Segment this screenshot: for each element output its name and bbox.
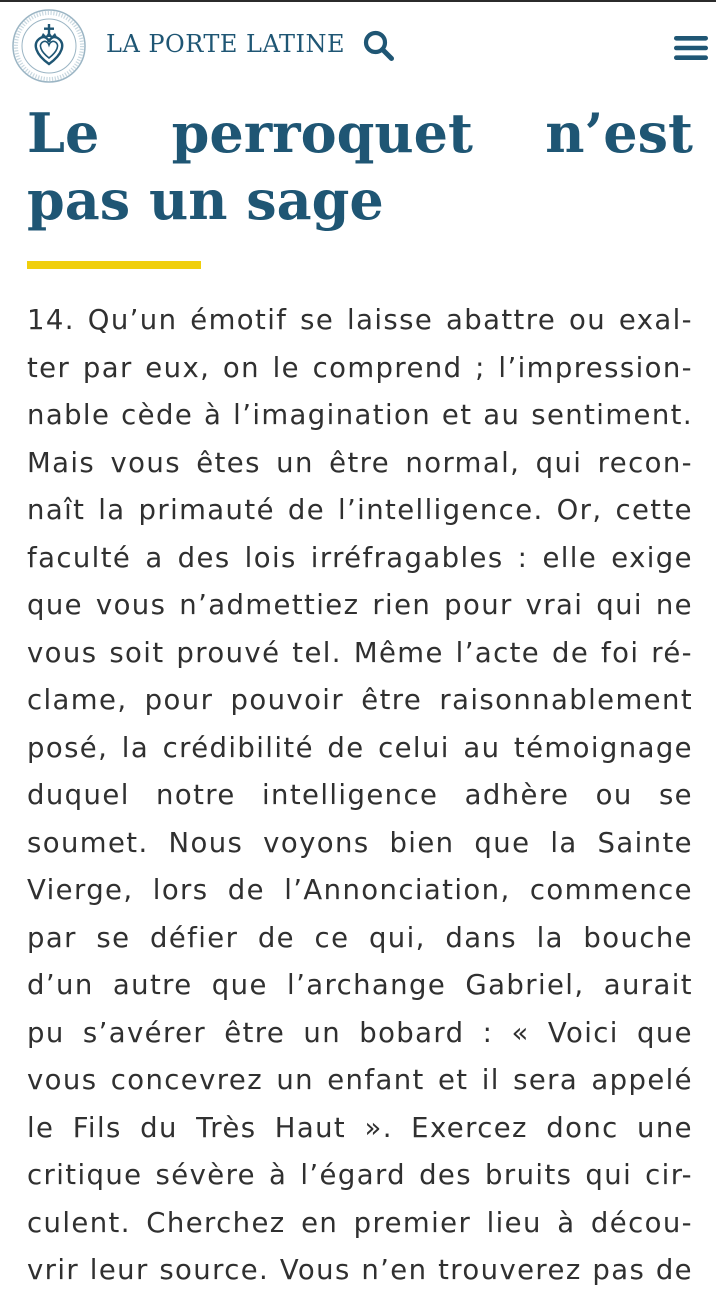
site-logo[interactable] — [11, 8, 87, 84]
search-button[interactable] — [362, 29, 396, 63]
article-body-line: culent. Cherchez en premier lieu à décou- — [27, 1206, 693, 1239]
article-body-line: critique sévère à l’égard des bruits qui cir- — [27, 1159, 693, 1191]
article-body-line: nable cède à l’imagination et au sentiment. — [27, 399, 693, 431]
menu-button[interactable] — [672, 33, 710, 63]
article-body-line: vous soit prouvé tel. Même l’acte de foi ré- — [27, 636, 693, 669]
article-body-line: que vous n’admettiez rien pour vrai qui ne — [27, 589, 693, 621]
hamburger-menu-icon — [672, 33, 710, 63]
site-header — [0, 2, 716, 88]
site-name[interactable]: LA PORTE LATINE — [106, 30, 345, 58]
article-body-line: soumet. Nous voyons bien que la Sainte — [27, 826, 693, 859]
article-body-line: ter par eux, on le comprend ; l’impression- — [27, 351, 693, 384]
article-body-line: 14. Qu’un émotif se laisse abattre ou exal- — [27, 304, 693, 336]
article-body-line: Mais vous êtes un être normal, qui recon- — [27, 446, 693, 479]
article-body-line: Vierge, lors de l’Annonciation, commence — [27, 874, 693, 906]
article-body-line: pu s’avérer être un bobard : « Voici que — [27, 1016, 693, 1049]
article-body-line: le Fils du Très Haut ». Exercez donc une — [27, 1111, 693, 1144]
article-body-line: faculté a des lois irréfragables : elle exige — [27, 541, 693, 574]
sacred-heart-seal-icon — [11, 8, 87, 84]
article-body-line: vrir leur source. Vous n’en trouverez pas de — [27, 1254, 693, 1286]
article-body-line: posé, la crédibilité de celui au témoignage — [27, 731, 693, 764]
search-icon — [362, 29, 396, 63]
article-title: Le perroquet n’est pas un sage — [27, 101, 693, 232]
article-body-line: clame, pour pouvoir être raisonnablement — [27, 684, 693, 716]
article-body-line: duquel notre intelligence adhère ou se — [27, 779, 693, 811]
article-body-line: d’un autre que l’archange Gabriel, aurait — [27, 969, 693, 1001]
article-body — [27, 297, 693, 1295]
article-body-line: par se défier de ce qui, dans la bouche — [27, 921, 693, 954]
article-body-line: naît la primauté de l’intelligence. Or, cette — [27, 494, 693, 526]
article-body-line: vous concevrez un enfant et il sera appelé — [27, 1064, 693, 1096]
title-underline-bar — [27, 261, 201, 269]
